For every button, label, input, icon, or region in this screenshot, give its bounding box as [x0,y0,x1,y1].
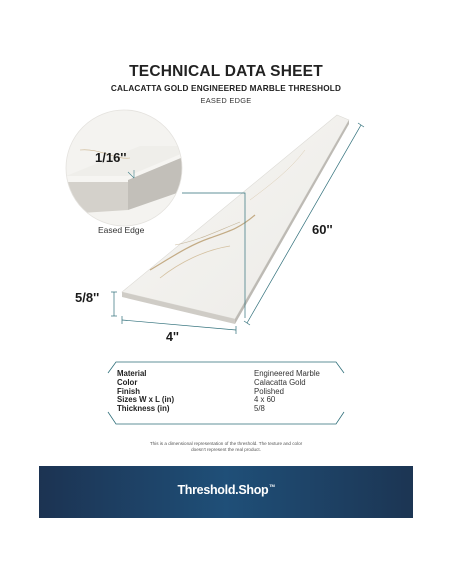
disclaimer [0,441,452,453]
trademark-mark: TM [269,483,275,488]
edge-type: EASED EDGE [200,96,252,105]
disclaimer-line-2: doesn't represent the real product. [191,447,261,452]
brand-logo-text: Threshold.Shop [177,483,269,497]
spec-label: Material [117,369,147,378]
spec-value: Polished [254,386,284,396]
spec-value: Engineered Marble [254,369,320,378]
spec-label: Finish [117,386,140,396]
eased-edge-detail [66,110,200,226]
spec-value: Calacatta Gold [254,377,306,387]
spec-label: Sizes W x L (in) [117,395,175,405]
spec-value: 5/8 [254,404,265,414]
spec-label: Thickness (in) [117,404,170,414]
spec-row-thickness [117,405,357,414]
spec-table [117,370,357,414]
spec-row-material [117,370,357,379]
disclaimer-line-1: This is a dimensional representation of the threshold. The texture and color [149,441,303,446]
width-label: 4'' [166,330,179,344]
page-title: TECHNICAL DATA SHEET [129,63,323,80]
spec-row-color [117,379,357,388]
edge-radius-label: 1/16'' [95,150,127,165]
footer-banner [39,466,413,518]
spec-value: 4 x 60 [254,395,276,405]
brand-logo [39,483,413,497]
detail-caption: Eased Edge [98,225,145,235]
thickness-label: 5/8'' [75,290,100,305]
spec-label: Color [117,377,138,387]
length-label: 60'' [312,222,333,237]
product-subtitle: CALACATTA GOLD ENGINEERED MARBLE THRESHOLD [110,84,342,93]
